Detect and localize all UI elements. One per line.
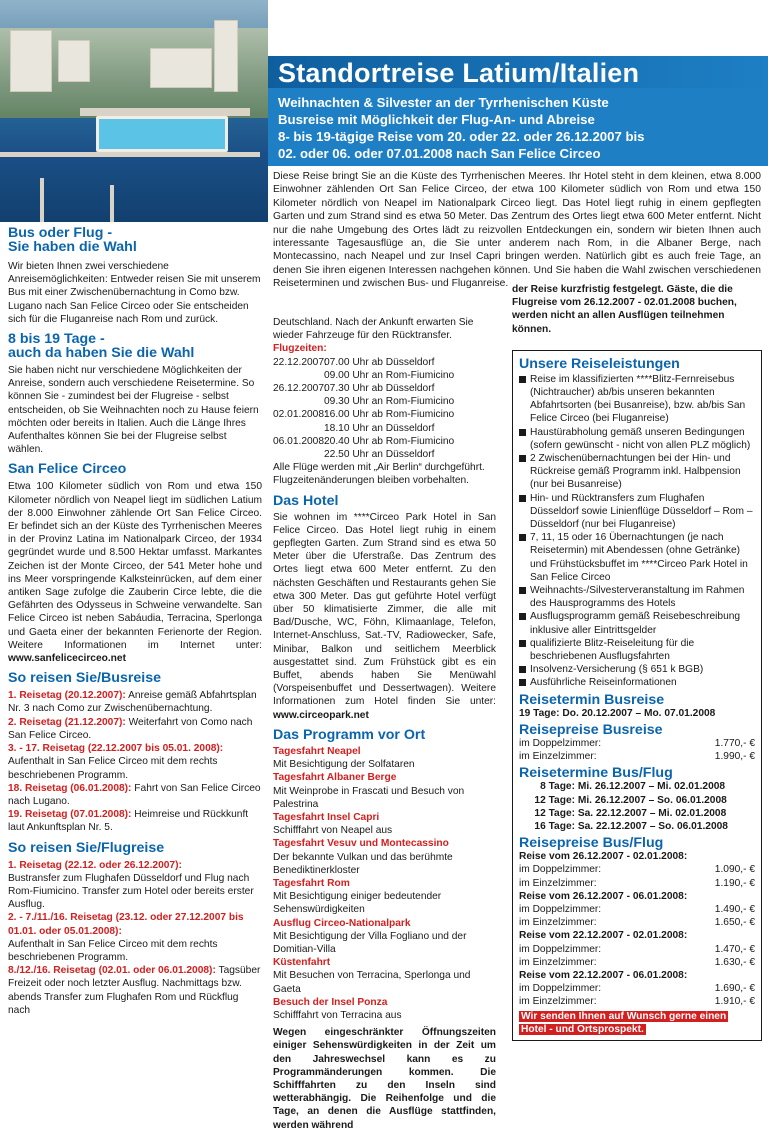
link-circeopark[interactable]: www.circeopark.net (273, 709, 369, 721)
heading-preise-flug: Reisepreise Bus/Flug (519, 835, 664, 852)
page-title: Standortreise Latium/Italien (278, 58, 640, 88)
intro-text: Diese Reise bringt Sie an die Küste des Tyrrhenischen Meeres. Ihr Hotel steht in dem kleinen, etwa 8.000 Einwohner zählenden Ort San Felice Circeo, der etwa 100 Kilometer südlich von Rom und etwa 150 Kilometer nördlich von Neapel im Nationalpark Circeo liegt. Das Hotel liegt ruhig in einem gepflegten Garten und zum Strand sind es etwa 50 Meter. Das Zentrum des Ortes liegt etwa 600 Meter entfernt. Nicht nur die nahe Umgebung des Ortes lädt zu reizvollen Entdeckungen ein, sondern wir bieten Ihnen auch interessante Tagesausflüge an, die Sie unter anderem nach Rom, in die Albaner Berge, nach Montecassino, nach Neapel und zur Insel Capri bringen werden. Natürlich gibt es auch freie Tage, an denen Sie ihren eigenen Interessen nachgehen können. Und Sie haben die Wahl zwischen verschiedenen Reiseterminen und zwischen Bus- und Fluganreise. (273, 171, 761, 290)
text-fluege: Alle Flüge werden mit „Air Berlin“ durchgeführt. Flugzeitenänderungen bleiben vorbehalten. (273, 462, 485, 487)
heading-leistungen: Unsere Reiseleistungen (519, 355, 680, 372)
program-item: Küstenfahrt Mit Besuchen von Terracina, Sperlonga und Gaeta (273, 957, 471, 995)
flight-time-row: 26.12.2007: 07.30 Uhr ab Düsseldorf (273, 383, 435, 395)
text-hotel: Sie wohnen im ****Circeo Park Hotel in San Felice Circeo. Das Hotel liegt ruhig in einem gepflegten Garten. Zum Strand sind es etwa 50 Meter über die Uferstraße. Das Zentrum des Ortes liegt etwa 600 Meter entfernt. Zu den nächsten Geschäften und Restaurants gehen Sie etwa 300 Meter. Das gut geführte Hotel verfügt über 50 klimatisierte Zimmer, die alle mit Bad/Dusche, WC, Föhn, Klimaanlage, Telefon, Internet-Anschluss, Sat.-TV, Radiowecker, Safe, Minibar, Balkon und seitlichem Meerblick ausgestattet sind. Zum Frühstück gibt es ein Buffet, abends haben Sie Menüwahl (Vorspeisenbuffet und Dessertwagen). Weitere Informationen zum Hotel finden Sie unter: www.circeopark.net (273, 511, 496, 721)
service-item: 7, 11, 15 oder 16 Übernachtungen (je nach Reisetermin) mit Abendessen (ohne Getränke) und Frühstücksbuffet im ****Circeo Park Hotel in San Felice Circeo (519, 531, 755, 584)
harbor-photo (0, 0, 268, 222)
term-row: 12 Tage: Sa. 22.12.2007 – Mi. 02.01.2008 (534, 807, 727, 819)
service-item: Ausflugsprogramm gemäß Reisebeschreibung inklusive aller Eintrittsgelder (519, 610, 755, 636)
text-bus-oder-flug: Wir bieten Ihnen zwei verschiedene Anreisemöglichkeiten: Entweder reisen Sie mit unserem Bus mit einer Zwischenübernachtung in Como bzw. Lugano nach San Felice Circeo oder Sie entscheiden sich für die Fluganreise nach Rom und zurück. (8, 261, 261, 325)
service-item: Ausführliche Reiseinformationen (519, 676, 755, 689)
term-row: 12 Tage: Mi. 26.12.2007 – So. 06.01.2008 (534, 794, 727, 806)
subtitle-line: Weihnachten & Silvester an der Tyrrhenischen Küste (278, 95, 609, 110)
service-item: Reise im klassifizierten ****Blitz-Fernreisebus (Nichtraucher) ab/bis unseren bekannten Abfahrtsorten (bei Busanreise), bzw. ab/bis San Felice Circeo (bei Fluganreise) (519, 373, 755, 426)
text-continuation: Deutschland. Nach der Ankunft erwarten Sie wieder Fahrzeuge für den Rücktransfer. (273, 317, 474, 342)
program-item: Ausflug Circeo-Nationalpark Mit Besichtigung der Villa Fogliano und der Domitian-Villa (273, 917, 467, 955)
program-item: Tagesfahrt Vesuv und Montecassino Der bekannte Vulkan und das berühmte Benediktinerkloster (273, 838, 453, 876)
flight-time-row: 22.12.2007: 07.00 Uhr ab Düsseldorf (273, 356, 435, 368)
prospekt-note: Wir senden Ihnen auf Wunsch gerne einen Hotel - und Ortsprospekt. (521, 1010, 727, 1035)
itinerary-item: 19. Reisetag (07.01.2008): Heimreise und Rückkunft laut Ankunftsplan Nr. 5. (8, 809, 249, 834)
flight-time-row: 02.01.2008: 16.00 Uhr ab Rom-Fiumicino (273, 409, 455, 421)
service-item: 2 Zwischenübernachtungen bei der Hin- und Rückreise gemäß Programm inkl. Halbpension (nur bei Busanreise) (519, 452, 755, 492)
link-sanfelicecirceo[interactable]: www.sanfelicecirceo.net (8, 653, 126, 665)
service-item: qualifizierte Blitz-Reiseleitung für die beschriebenen Ausflugsfahrten (519, 637, 755, 663)
itinerary-item: 2. Reisetag (21.12.2007): Weiterfahrt von Como nach San Felice Circeo. (8, 716, 253, 741)
reisetermin-bus: 19 Tage: Do. 20.12.2007 – Mo. 07.01.2008 (519, 707, 716, 719)
itinerary-item: 1. Reisetag (20.12.2007): Anreise gemäß Abfahrtsplan Nr. 3 nach Como zur Zwischenübernachtung. (8, 690, 257, 715)
flight-times (273, 356, 496, 462)
program-item: Tagesfahrt Neapel Mit Besichtigung der Solfataren (273, 745, 415, 771)
itinerary-item: 2. - 7./11./16. Reisetag (23.12. oder 27.12.2007 bis 01.01. oder 05.01.2008): Aufenthalt in San Felice Circeo mit dem rechts beschriebenen Programm. (8, 912, 244, 963)
service-item: Weihnachts-/Silvesterveranstaltung im Rahmen des Hausprogramms des Hotels (519, 584, 755, 610)
term-row: 16 Tage: Sa. 22.12.2007 – So. 06.01.2008 (534, 820, 728, 832)
flight-time-row: 22.50 Uhr an Düsseldorf (324, 449, 435, 461)
heading-tage: 8 bis 19 Tage - auch da haben Sie die Wahl (8, 331, 195, 362)
program-list (273, 745, 496, 1022)
text-san-felice: Etwa 100 Kilometer südlich von Rom und etwa 150 Kilometer nördlich von Neapel liegt im südlichen Latium der 8.000 Einwohner zählende Ort San Felice Circeo. Er befindet sich an der Küste des Tyrrhenischen Meeres in der Provinz Latina im Nationalpark Circeo, der 1934 gegründet wurde und 8.500 Hektar umfasst. Markantes Zeichen ist der Monte Circeo, der 541 Meter hohe und ins Meer vorspringende Kalksteinrücken, auf dem einer antiken Sage zufolge die Zauberin Circe lebte, die die Gefährten des Odysseus in Schweine verwandelte. San Felice Circeo ist neben Sabáudia, Terracina, Sperlonga und Gaeta einer der bekannten Ferienorte der Region. Weitere Informationen im Internet unter: www.sanfelicecirceo.net (8, 481, 262, 665)
text-tage: Sie haben nicht nur verschiedene Möglichkeiten der Anreise, sondern auch verschiedene Reisetermine. So können Sie - zumindest bei der Flugreise - selbst entscheiden, ob Sie Weihnachten noch zu Hause feiern möchten oder bereits in Italien. Auch die Länge Ihres Aufenthaltes können Sie bei der Flugreise selbst wählen. (8, 365, 259, 456)
service-item: Insolvenz-Versicherung (§ 651 k BGB) (519, 663, 755, 676)
flight-time-row: 06.01.2008: 20.40 Uhr ab Rom-Fiumicino (273, 435, 455, 447)
heading-programm: Das Programm vor Ort (273, 726, 426, 743)
itinerary-item: 18. Reisetag (06.01.2008): Fahrt von San Felice Circeo nach Lugano. (8, 782, 261, 807)
subtitle-block (278, 94, 758, 162)
price-row: im Einzelzimmer: 1.990,- € (519, 751, 755, 763)
bus-itinerary (8, 689, 262, 834)
program-item: Tagesfahrt Insel Capri Schifffahrt von Neapel aus (273, 811, 393, 837)
itinerary-item: 1. Reisetag (22.12. oder 26.12.2007): Bustransfer zum Flughafen Düsseldorf und Flug nach Rom-Fiumicino. Transfer zum Hotel oder bereits erster Ausflug. (8, 859, 254, 911)
text-hinweis: Wegen eingeschränkter Öffnungszeiten einiger Sehenswürdigkeiten in der Zeit um den Jahreswechsel kann es zu Programmänderungen kommen. Die Schifffahrten zu den Inseln sind wetterabhängig. Die Reihenfolge und die Tage, an denen die Ausflüge stattfinden, werden während (273, 1027, 496, 1131)
heading-busreise: So reisen Sie/Busreise (8, 670, 161, 687)
heading-hotel: Das Hotel (273, 492, 339, 509)
flight-time-row: 09.30 Uhr an Rom-Fiumicino (324, 396, 455, 408)
subtitle-line: Busreise mit Möglichkeit der Flug-An- und Abreise (278, 112, 595, 127)
program-item: Tagesfahrt Albaner Berge Mit Weinprobe in Frascati und Besuch von Palestrina (273, 772, 465, 810)
term-row: 8 Tage: Mi. 26.12.2007 – Mi. 02.01.2008 (540, 781, 726, 793)
heading-san-felice: San Felice Circeo (8, 461, 127, 478)
right-column (512, 283, 762, 1041)
heading-reisetermine-flug: Reisetermine Bus/Flug (519, 765, 673, 782)
itinerary-item: 3. - 17. Reisetag (22.12.2007 bis 05.01. 2008): Aufenthalt in San Felice Circeo mit dem rechts beschriebenen Programm. (8, 743, 224, 781)
subtitle-line: 8- bis 19-tägige Reise vom 20. oder 22. oder 26.12.2007 bis (278, 129, 645, 144)
service-item: Hin- und Rücktransfers zum Flughafen Düsseldorf sowie Linienflüge Düsseldorf – Rom – Düsseldorf (nur bei Fluganreise) (519, 492, 755, 532)
program-item: Besuch der Insel Ponza Schifffahrt von Terracina aus (273, 996, 402, 1021)
heading-flugreise: So reisen Sie/Flugreise (8, 839, 165, 856)
flight-time-row: 09.00 Uhr an Rom-Fiumicino (324, 369, 455, 381)
price-row: im Doppelzimmer: 1.770,- € (519, 737, 755, 749)
flight-price-group: Reise vom 26.12.2007 - 02.01.2008: im Doppelzimmer: 1.090,- € im Einzelzimmer: 1.190,- € (519, 851, 755, 889)
left-column (8, 226, 262, 1017)
flight-itinerary (8, 859, 262, 1017)
service-item: Haustürabholung gemäß unseren Bedingungen (sofern gewünscht - nicht von allen PLZ möglich) (519, 426, 755, 452)
middle-column (273, 316, 496, 1132)
heading-bus-oder-flug: Bus oder Flug - Sie haben die Wahl (8, 225, 137, 255)
heading-flugzeiten: Flugzeiten: (273, 343, 327, 355)
flight-price-group: Reise vom 22.12.2007 - 02.01.2008: im Doppelzimmer: 1.470,- € im Einzelzimmer: 1.630,- € (519, 930, 755, 968)
flight-price-group: Reise vom 26.12.2007 - 06.01.2008: im Doppelzimmer: 1.490,- € im Einzelzimmer: 1.650,- € (519, 890, 755, 929)
subtitle-line: 02. oder 06. oder 07.01.2008 nach San Felice Circeo (278, 146, 601, 161)
heading-reisetermin-bus: Reisetermin Busreise (519, 691, 665, 708)
itinerary-item: 8./12./16. Reisetag (02.01. oder 06.01.2008): Tagsüber Freizeit oder noch letzter Ausflug. Nachmittags bzw. abends Transfer zum Flughafen Rom und Rückflug nach (8, 965, 261, 1016)
program-item: Tagesfahrt Rom Mit Besichtigung einiger bedeutender Sehenswürdigkeiten (273, 877, 442, 916)
flight-time-row: 18.10 Uhr an Düsseldorf (324, 422, 435, 434)
flight-price-group: Reise vom 22.12.2007 - 06.01.2008: im Doppelzimmer: 1.690,- € im Einzelzimmer: 1.910,- € (519, 969, 755, 1008)
services-box (512, 350, 762, 1041)
text-top: der Reise kurzfristig festgelegt. Gäste, die die Flugreise vom 26.12.2007 - 02.01.2008 buchen, werden nicht an allen Ausflügen teilnehmen können. (512, 284, 737, 335)
heading-preise-bus: Reisepreise Busreise (519, 721, 663, 738)
